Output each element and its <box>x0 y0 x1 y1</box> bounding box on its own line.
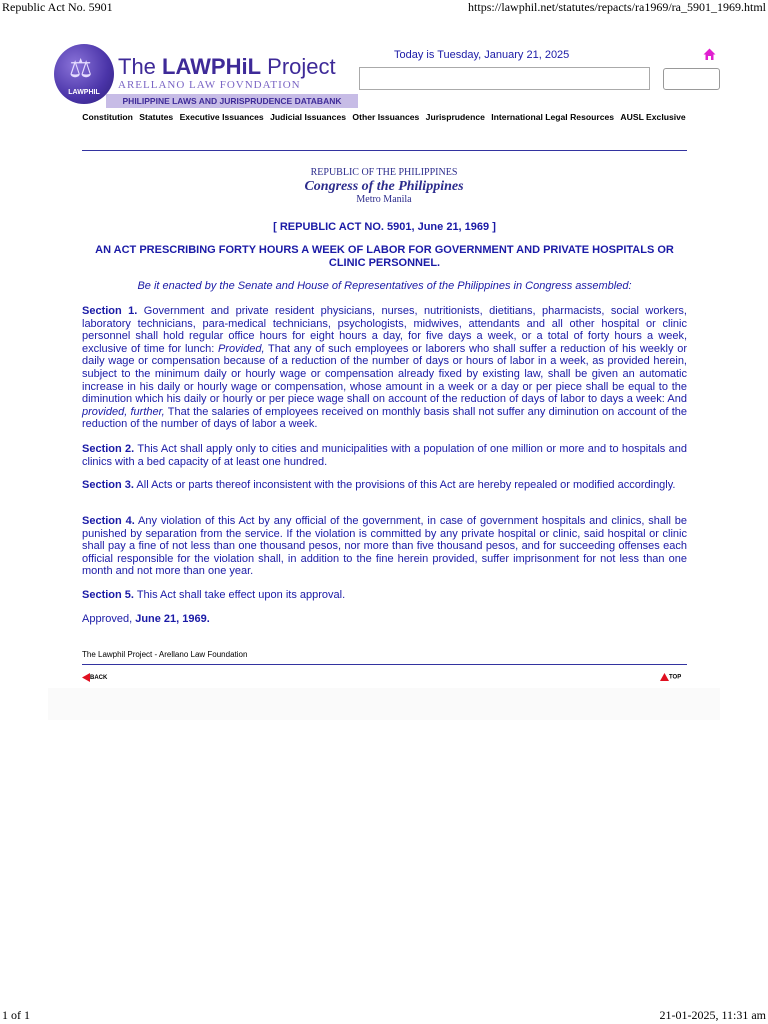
top-label: TOP <box>669 674 682 681</box>
top-divider <box>82 150 687 151</box>
title-brand: LAWPHiL <box>162 54 262 79</box>
search-input[interactable] <box>359 67 650 90</box>
nav-jurisprudence[interactable]: Jurisprudence <box>425 112 485 122</box>
nav-executive-issuances[interactable]: Executive Issuances <box>179 112 264 122</box>
section-1-proviso-2: provided, further, <box>82 405 165 418</box>
top-link[interactable] <box>660 673 681 681</box>
section-5-text: This Act shall take effect upon its approval. <box>133 589 346 601</box>
title-prefix: The <box>118 54 163 79</box>
title-suffix: Project <box>261 54 336 79</box>
print-footer <box>0 1010 768 1024</box>
act-title: AN ACT PRESCRIBING FORTY HOURS A WEEK OF LABOR FOR GOVERNMENT AND PRIVATE HOSPITALS OR CLINIC PERSONNEL. <box>95 244 674 269</box>
section-5-heading: Section 5. <box>82 589 134 601</box>
footer-credit: The Lawphil Project - Arellano Law Foundation <box>82 650 248 659</box>
section-5 <box>82 589 687 602</box>
print-url: https://lawphil.net/statutes/repacts/ra1969/ra_5901_1969.html <box>468 0 766 14</box>
section-2-heading: Section 2. <box>82 443 135 455</box>
section-1-text-a: Government and private resident physicians, nurses, nutritionists, dietitians, pharmacists, social workers, laboratory technicians, para-medical technicians, psychologists, midwives, attendants and all other hospital or clinic personnel shall hold regular office hours for eight hours a day, for five days a week, or a total of forty hours a week, exclusive of time for lunch: <box>82 305 687 355</box>
nav-statutes[interactable]: Statutes <box>139 112 174 122</box>
section-3-heading: Section 3. <box>82 479 134 491</box>
lawphil-logo[interactable] <box>54 44 114 104</box>
back-label: BACK <box>90 675 108 682</box>
congress-label: Congress of the Philippines <box>304 179 464 194</box>
top-arrow-icon <box>660 673 669 681</box>
bottom-band <box>48 688 720 720</box>
main-nav <box>0 112 768 122</box>
nav-constitution[interactable]: Constitution <box>82 112 133 122</box>
print-doc-title: Republic Act No. 5901 <box>2 0 113 14</box>
today-date: Today is Tuesday, January 21, 2025 <box>394 49 570 61</box>
section-4 <box>82 515 687 578</box>
nav-international-legal-resources[interactable]: International Legal Resources <box>491 112 615 122</box>
logo-label: LAWPHIL <box>68 89 100 96</box>
approval-line <box>82 613 687 626</box>
search-button[interactable] <box>663 68 720 90</box>
databank-label: PHILIPPINE LAWS AND JURISPRUDENCE DATABANK <box>106 94 358 108</box>
print-header <box>0 0 768 14</box>
nav-judicial-issuances[interactable]: Judicial Issuances <box>270 112 347 122</box>
place-label: Metro Manila <box>356 194 412 205</box>
back-arrow-icon <box>82 673 90 682</box>
section-1-text-c: That the salaries of employees received on monthly basis shall not suffer any diminution on account of the reduction of the number of days of labor a week. <box>82 405 687 431</box>
section-2 <box>82 443 687 468</box>
print-datetime: 21-01-2025, 11:31 am <box>659 1008 766 1022</box>
ra-heading: [ REPUBLIC ACT NO. 5901, June 21, 1969 ] <box>273 221 496 233</box>
section-3 <box>82 479 687 492</box>
section-1-heading: Section 1. <box>82 305 138 317</box>
bottom-divider <box>82 664 687 665</box>
approved-label: Approved, <box>82 613 136 625</box>
approved-date: June 21, 1969. <box>135 613 210 625</box>
site-title[interactable] <box>114 54 358 98</box>
section-2-text: This Act shall apply only to cities and municipalities with a population of one million or more and to hospitals and clinics with a bed capacity of at least one hundred. <box>82 443 687 468</box>
nav-ausl-exclusive[interactable]: AUSL Exclusive <box>620 112 686 122</box>
section-3-text: All Acts or parts thereof inconsistent with the provisions of this Act are hereby repealed or modified accordingly. <box>133 479 676 491</box>
section-4-heading: Section 4. <box>82 515 135 527</box>
republic-label: REPUBLIC OF THE PHILIPPINES <box>310 167 458 178</box>
print-page-number: 1 of 1 <box>2 1008 30 1022</box>
congress-seal <box>270 162 498 206</box>
enacting-clause: Be it enacted by the Senate and House of Representatives of the Philippines in Congress assembled: <box>137 280 632 292</box>
home-icon[interactable] <box>703 48 716 61</box>
section-1-text-b: That any of such employees or laborers who shall suffer a reduction of his weekly or daily wage or compensation because of a reduction of the number of days or hours of labor in a week, as provided herein, subject to the minimum daily or hourly wage or compensation already fixed by existing law, shall be given an automatic increase in his daily or hourly wage or compensation, whose amount in a week or a day or per piece shall be equal to the diminution which his daily or hourly or per piece wage shall on account of the reduction of days of labor to days a week: And <box>82 342 687 406</box>
nav-other-issuances[interactable]: Other Issuances <box>352 112 420 122</box>
back-link[interactable] <box>82 673 107 682</box>
site-subtitle: ARELLANO LAW FOVNDATION <box>118 79 301 91</box>
scales-of-justice-icon: ⚖ <box>69 53 93 83</box>
section-4-text: Any violation of this Act by any official of the government, in case of government hospitals and clinics, shall be punished by separation from the service. If the violation is committed by any private hospital or clinic, said hospital or clinic shall pay a fine of not less than one thousand pesos, nor more than five thousand pesos, and for succeeding offenses each official responsible for the violation shall, in addition to the fine herein provided, suffer imprisonment for not less than one month and not more than one year. <box>82 515 687 578</box>
section-1-proviso-1: Provided, <box>218 342 265 355</box>
section-1 <box>82 305 687 431</box>
